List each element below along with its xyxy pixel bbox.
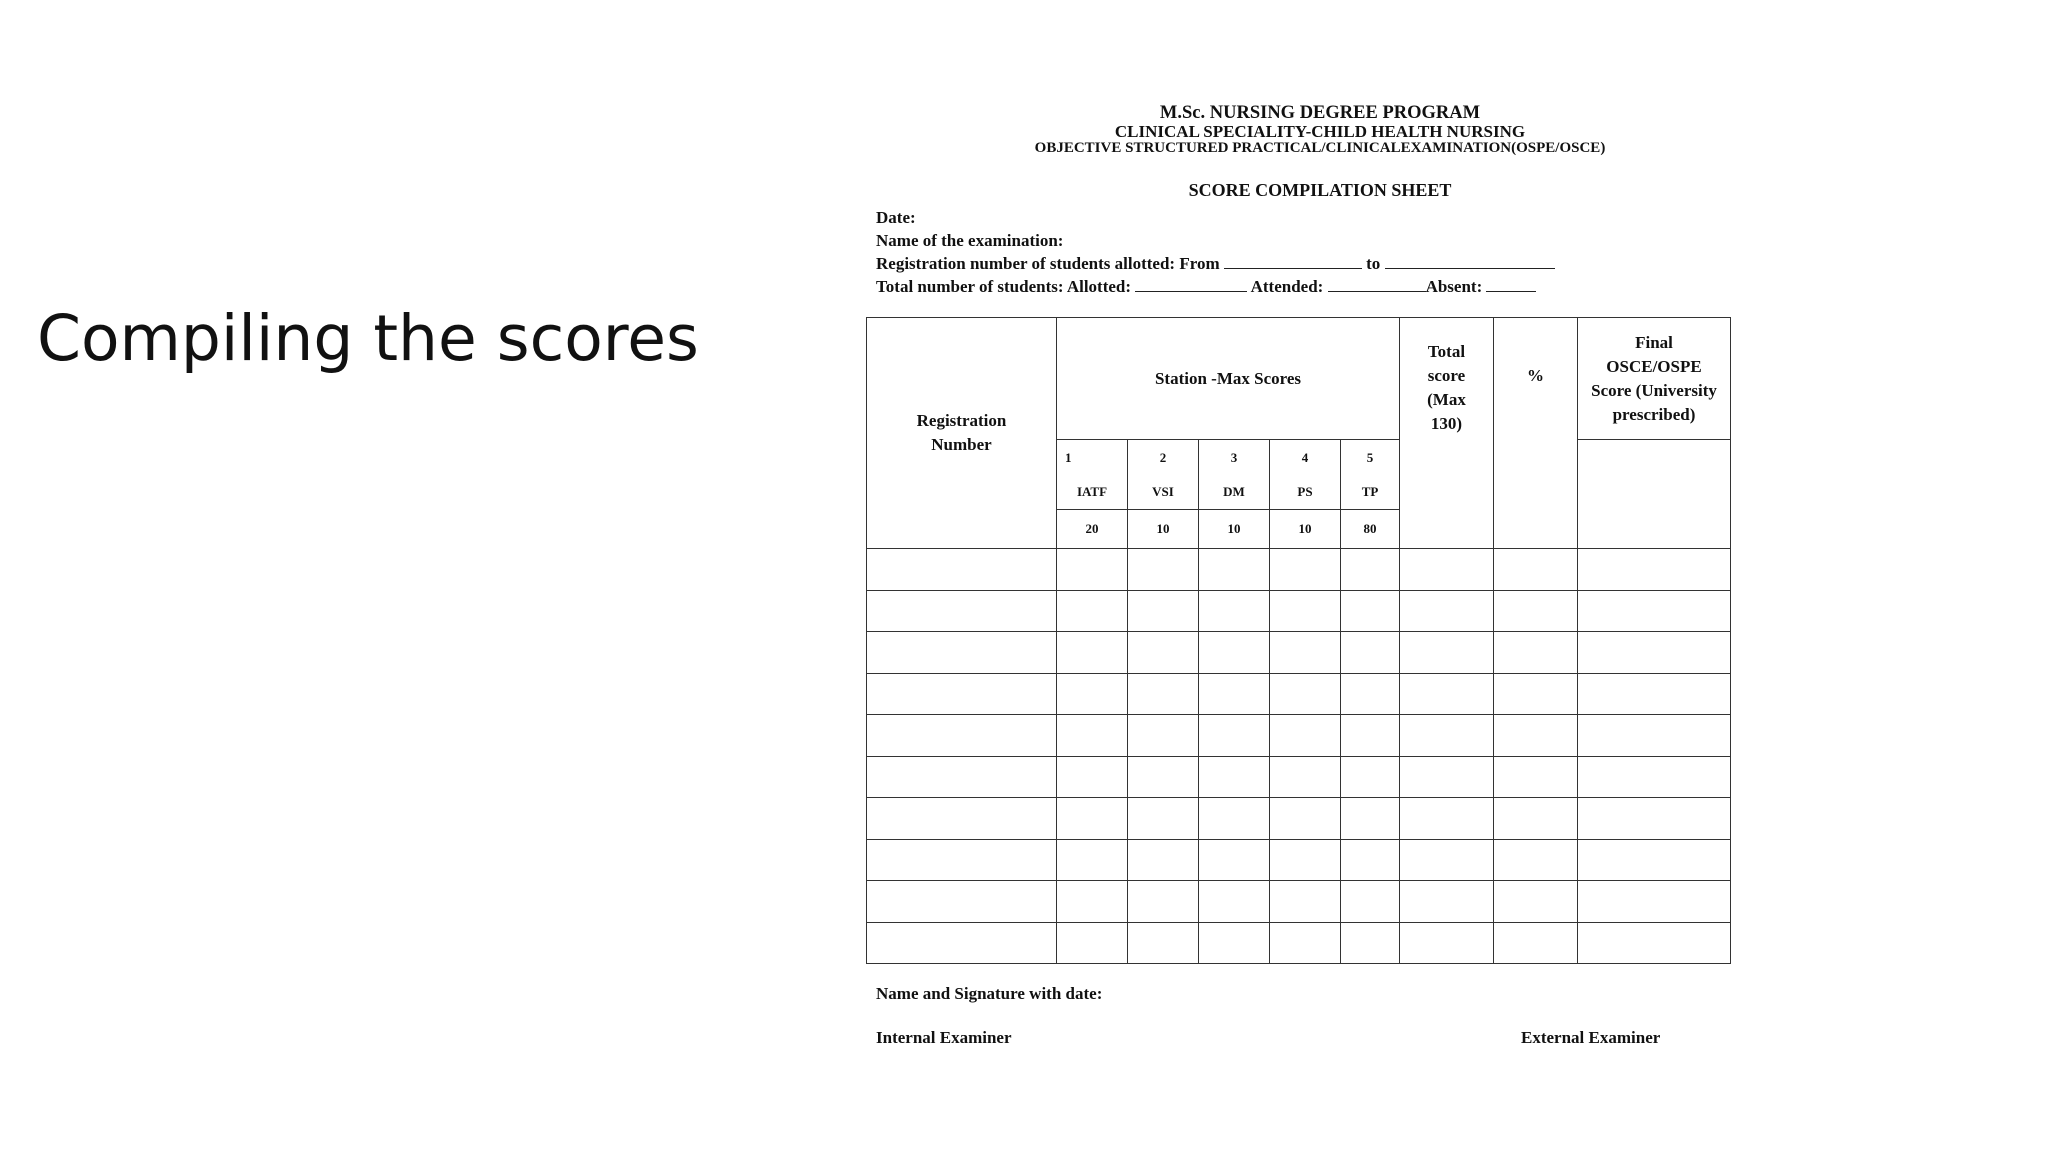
station-code: TP [1361,483,1379,499]
date-line [876,206,1555,229]
score-entry-cell[interactable] [1400,881,1494,923]
specialty-heading: CLINICAL SPECIALITY-CHILD HEALTH NURSING [1114,122,1526,142]
score-entry-cell[interactable] [1400,839,1494,881]
sheet-header [1000,104,1640,157]
score-entry-cell[interactable] [1341,881,1400,923]
registration-to-label: to [1366,254,1381,273]
score-entry-cell[interactable] [1578,756,1731,798]
score-entry-cell[interactable] [1057,715,1128,757]
station-number: 5 [1366,449,1374,465]
program-heading: M.Sc. NURSING DEGREE PROGRAM [1159,103,1481,123]
score-entry-cell[interactable] [1057,549,1128,591]
score-entry-cell[interactable] [1494,673,1578,715]
station-max-score: 80 [1341,510,1400,549]
registration-number-header: Registration Number [867,318,1057,549]
score-entry-cell[interactable] [1341,798,1400,840]
score-entry-cell[interactable] [867,756,1057,798]
score-entry-cell[interactable] [1341,590,1400,632]
score-entry-cell[interactable] [1400,798,1494,840]
score-entry-cell[interactable] [1494,632,1578,674]
station-cell [1128,440,1199,510]
total-students-label: Total number of students: Allotted: [876,277,1132,296]
station-max-score: 10 [1128,510,1199,549]
header-row [867,318,1731,440]
table-row [867,715,1731,757]
score-entry-cell[interactable] [1341,549,1400,591]
internal-examiner-label: Internal Examiner [876,1028,1012,1047]
reg-to-blank [1385,252,1555,269]
score-entry-cell[interactable] [867,839,1057,881]
sheet-title: SCORE COMPILATION SHEET [1188,180,1452,200]
score-entry-cell[interactable] [1578,798,1731,840]
score-entry-cell[interactable] [1199,922,1270,964]
score-entry-cell[interactable] [1128,715,1199,757]
score-entry-cell[interactable] [1270,715,1341,757]
station-number: 1 [1065,449,1072,465]
score-entry-cell[interactable] [1128,590,1199,632]
table-row [867,798,1731,840]
score-entry-cell[interactable] [1341,632,1400,674]
student-count-line [876,275,1555,298]
score-entry-cell[interactable] [1270,881,1341,923]
score-entry-cell[interactable] [1128,881,1199,923]
score-entry-cell[interactable] [1128,798,1199,840]
date-label: Date: [876,208,916,227]
score-table [866,317,1731,964]
final-score-header: Final OSCE/OSPE Score (University prescribed) [1578,318,1731,440]
score-entry-cell[interactable] [1341,673,1400,715]
score-entry-cell[interactable] [1199,673,1270,715]
score-entry-cell[interactable] [1578,881,1731,923]
score-entry-cell[interactable] [1199,715,1270,757]
score-entry-cell[interactable] [1199,839,1270,881]
station-max-scores-header: Station -Max Scores [1057,318,1400,440]
score-entry-cell[interactable] [1578,590,1731,632]
score-entry-cell[interactable] [1400,549,1494,591]
score-entry-cell[interactable] [1057,673,1128,715]
table-row [867,590,1731,632]
station-code: DM [1223,483,1245,499]
table-row [867,881,1731,923]
score-entry-cell[interactable] [1400,632,1494,674]
score-entry-cell[interactable] [1128,673,1199,715]
score-entry-cell[interactable] [1057,881,1128,923]
attended-blank [1328,275,1426,292]
registration-label: Registration number of students allotted: From [876,254,1220,273]
score-entry-cell[interactable] [1400,590,1494,632]
score-entry-cell[interactable] [1400,715,1494,757]
score-entry-cell[interactable] [1270,839,1341,881]
score-entry-cell[interactable] [1057,590,1128,632]
score-entry-cell[interactable] [867,798,1057,840]
score-entry-cell[interactable] [1270,632,1341,674]
score-entry-cell[interactable] [1270,798,1341,840]
score-entry-cell[interactable] [1128,756,1199,798]
station-code: IATF [1076,483,1108,499]
station-number: 3 [1230,449,1238,465]
table-row [867,632,1731,674]
score-entry-cell[interactable] [1494,881,1578,923]
absent-label: Absent: [1425,277,1483,296]
score-entry-cell[interactable] [867,590,1057,632]
score-entry-cell[interactable] [1199,881,1270,923]
score-entry-cell[interactable] [867,632,1057,674]
slide-title: Compiling the scores [37,302,699,375]
registration-range-line [876,252,1555,275]
score-entry-cell[interactable] [1494,798,1578,840]
score-entry-cell[interactable] [1578,922,1731,964]
table-row [867,673,1731,715]
score-entry-cell[interactable] [867,881,1057,923]
score-entry-cell[interactable] [1578,839,1731,881]
table-row [867,549,1731,591]
final-score-entry-cell[interactable] [1578,440,1731,549]
score-entry-cell[interactable] [1400,673,1494,715]
score-entry-cell[interactable] [1341,839,1400,881]
score-entry-cell[interactable] [1494,922,1578,964]
table-row [867,756,1731,798]
percent-header: % [1494,318,1578,549]
score-entry-cell[interactable] [1057,922,1128,964]
score-entry-cell[interactable] [1199,549,1270,591]
exam-type-heading: OBJECTIVE STRUCTURED PRACTICAL/CLINICALEXAMINATION(OSPE/OSCE) [1034,140,1606,157]
score-entry-cell[interactable] [1400,922,1494,964]
table-row [867,839,1731,881]
score-entry-cell[interactable] [1400,756,1494,798]
score-entry-cell[interactable] [1578,549,1731,591]
score-entry-cell[interactable] [1341,756,1400,798]
score-entry-cell[interactable] [1494,549,1578,591]
exam-details [876,206,1555,298]
station-max-score: 10 [1270,510,1341,549]
station-code: VSI [1152,483,1174,499]
score-entry-cell[interactable] [1578,673,1731,715]
score-entry-cell[interactable] [1270,673,1341,715]
station-cell [1057,440,1128,510]
exam-name-line [876,229,1555,252]
score-entry-cell[interactable] [1270,549,1341,591]
station-number: 2 [1159,449,1167,465]
station-cell [1341,440,1400,510]
score-entry-cell[interactable] [1128,922,1199,964]
score-entry-cell[interactable] [1494,715,1578,757]
exam-name-label: Name of the examination: [876,231,1064,250]
score-entry-cell[interactable] [867,549,1057,591]
signature-label: Name and Signature with date: [876,984,1103,1003]
score-entry-cell[interactable] [1578,632,1731,674]
score-entry-cell[interactable] [1494,590,1578,632]
score-entry-cell[interactable] [867,922,1057,964]
station-code: PS [1297,483,1313,499]
station-number: 4 [1301,449,1309,465]
score-entry-cell[interactable] [1270,590,1341,632]
score-entry-cell[interactable] [1128,549,1199,591]
station-max-score: 20 [1057,510,1128,549]
reg-from-blank [1224,252,1362,269]
score-entry-cell[interactable] [1128,839,1199,881]
score-entry-cell[interactable] [1494,756,1578,798]
score-entry-cell[interactable] [1341,922,1400,964]
attended-label: Attended: [1250,277,1324,296]
score-entry-cell[interactable] [1057,756,1128,798]
station-cell [1270,440,1341,510]
score-entry-cell[interactable] [1199,798,1270,840]
score-entry-cell[interactable] [1270,756,1341,798]
score-entry-cell[interactable] [1199,632,1270,674]
score-entry-cell[interactable] [1057,632,1128,674]
external-examiner-label: External Examiner [1521,1028,1661,1047]
score-entry-cell[interactable] [867,715,1057,757]
score-entry-cell[interactable] [1341,715,1400,757]
score-entry-cell[interactable] [1494,839,1578,881]
score-entry-cell[interactable] [867,673,1057,715]
allotted-blank [1135,275,1247,292]
score-entry-cell[interactable] [1199,756,1270,798]
absent-blank [1486,275,1536,292]
score-entry-cell[interactable] [1578,715,1731,757]
station-cell [1199,440,1270,510]
score-entry-cell[interactable] [1128,632,1199,674]
table-row [867,922,1731,964]
score-entry-cell[interactable] [1270,922,1341,964]
score-entry-cell[interactable] [1057,839,1128,881]
score-entry-cell[interactable] [1057,798,1128,840]
score-entry-cell[interactable] [1199,590,1270,632]
total-score-header: Total score (Max 130) [1400,318,1494,549]
station-max-score: 10 [1199,510,1270,549]
